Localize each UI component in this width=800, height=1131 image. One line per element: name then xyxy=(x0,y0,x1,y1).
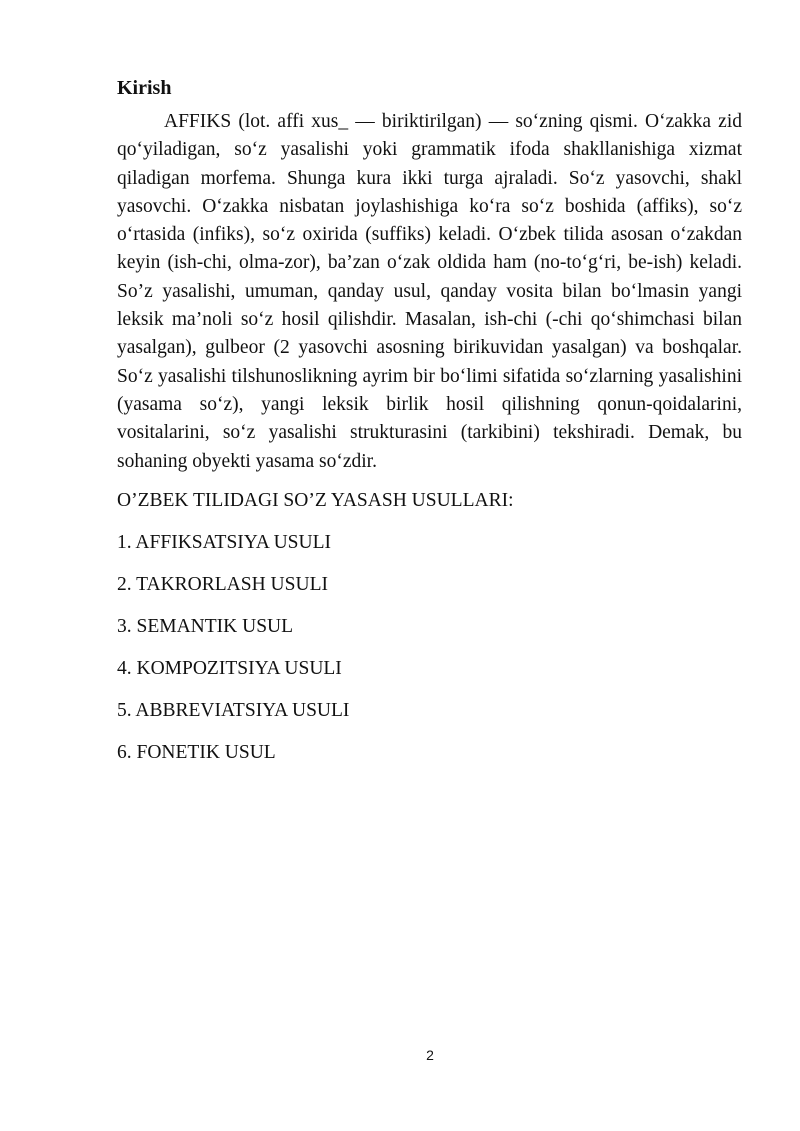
methods-list xyxy=(117,529,742,767)
list-item: 4. KOMPOZITSIYA USULI xyxy=(117,657,342,679)
list-item: 1. AFFIKSATSIYA USULI xyxy=(117,531,332,553)
list-item: 5. ABBREVIATSIYA USULI xyxy=(117,699,350,721)
page-number: 2 xyxy=(426,1047,434,1063)
intro-paragraph: AFFIKS (lot. affi xus_ — biriktirilgan) — so‘zning qismi. O‘zakka zid qo‘yiladigan, so‘z yasalishi yoki grammatik ifoda shakllanishiga xizmat qiladigan morfema. Shunga kura ikki turga ajraladi. So‘z yasovchi, shakl yasovchi. O‘zakka nisbatan joylashishiga ko‘ra so‘z boshida (affiks), so‘z o‘rtasida (infiks), so‘z oxirida (suffiks) keladi. O‘zbek tilida asosan o‘zakdan keyin (ish-chi, olma-zor), ba’zan o‘zak oldida ham (no-to‘g‘ri, be-ish) keladi. So’z yasalishi, umuman, qanday usul, qanday vosita bilan bo‘lmasin yangi leksik ma’noli so‘z hosil qilishdir. Masalan, ish-chi (-chi qo‘shimchasi bilan yasalgan), gulbeor (2 yasovchi asosning birikuvidan yasalgan) va boshqalar. So‘z yasalishi tilshunoslikning ayrim bir bo‘limi sifatida so‘zlarning yasalishini (yasama so‘z), yangi leksik birlik hosil qilishning qonun-qoidalarini, vositalarini, so‘z yasalishi strukturasini (tarkibini) tekshiradi. Demak, bu sohaning obyekti yasama so‘zdir. xyxy=(117,111,742,472)
page-content xyxy=(117,72,742,781)
methods-title: O’ZBEK TILIDAGI SO’Z YASASH USULLARI: xyxy=(117,489,514,511)
section-heading: Kirish xyxy=(117,77,172,99)
list-item: 2. TAKRORLASH USULI xyxy=(117,573,328,595)
list-item: 3. SEMANTIK USUL xyxy=(117,615,294,637)
list-item: 6. FONETIK USUL xyxy=(117,741,276,763)
